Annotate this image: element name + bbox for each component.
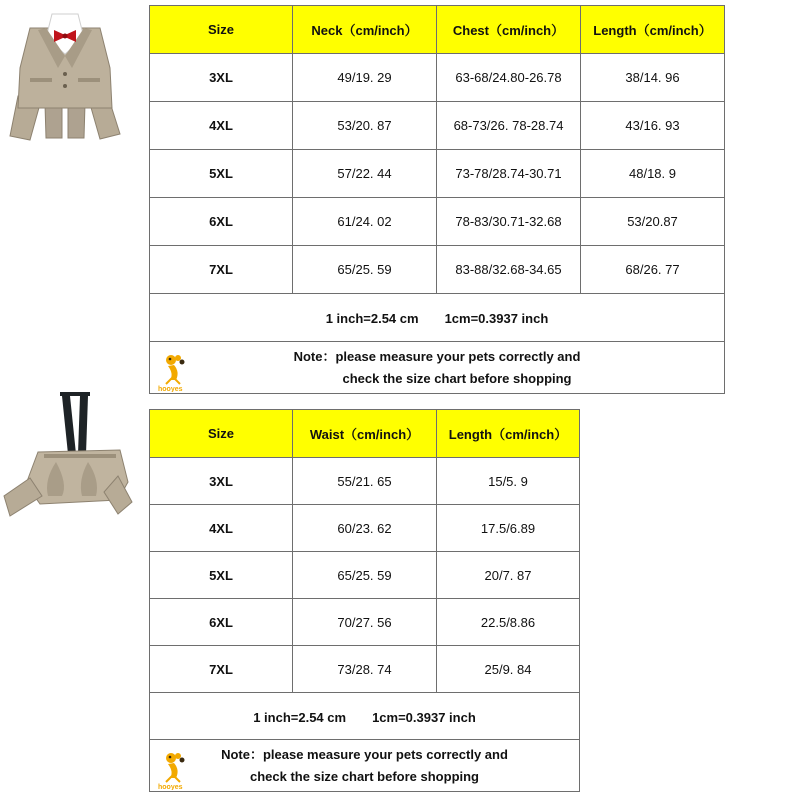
length-cell: 68/26. 77	[581, 246, 725, 294]
unit-conversion-text: 1 inch=2.54 cm 1cm=0.3937 inch	[150, 693, 580, 740]
table-row	[150, 102, 725, 150]
size-cell: 5XL	[150, 552, 293, 599]
length-cell: 22.5/8.86	[437, 599, 580, 646]
neck-cell: 61/24. 02	[293, 198, 437, 246]
pet-suspender-pants-icon	[0, 392, 135, 532]
table-row	[150, 599, 580, 646]
length-cell: 17.5/6.89	[437, 505, 580, 552]
chest-cell: 83-88/32.68-34.65	[437, 246, 581, 294]
table-row	[150, 246, 725, 294]
note-line-1: Note：please measure your pets correctly and	[293, 348, 581, 364]
logo-text: hooyes	[158, 385, 183, 392]
chest-cell: 68-73/26. 78-28.74	[437, 102, 581, 150]
length-cell: 48/18. 9	[581, 150, 725, 198]
size-cell: 5XL	[150, 150, 293, 198]
note-cell	[150, 740, 580, 792]
length-cell: 38/14. 96	[581, 54, 725, 102]
header-row	[150, 410, 580, 458]
header-length: Length（cm/inch）	[437, 410, 580, 458]
length-cell: 15/5. 9	[437, 458, 580, 505]
length-cell: 53/20.87	[581, 198, 725, 246]
size-cell: 4XL	[150, 102, 293, 150]
neck-cell: 65/25. 59	[293, 246, 437, 294]
length-cell: 20/7. 87	[437, 552, 580, 599]
size-cell: 6XL	[150, 198, 293, 246]
size-cell: 6XL	[150, 599, 293, 646]
waist-cell: 73/28. 74	[293, 646, 437, 693]
header-chest: Chest（cm/inch）	[437, 6, 581, 54]
waist-cell: 55/21. 65	[293, 458, 437, 505]
table-row	[150, 198, 725, 246]
unit-conversion-text: 1 inch=2.54 cm 1cm=0.3937 inch	[150, 294, 725, 342]
length-cell: 43/16. 93	[581, 102, 725, 150]
neck-cell: 53/20. 87	[293, 102, 437, 150]
header-size: Size	[150, 410, 293, 458]
waist-cell: 60/23. 62	[293, 505, 437, 552]
note-cell	[150, 342, 725, 394]
note-row	[150, 342, 725, 394]
note-inner	[150, 744, 579, 788]
chest-cell: 78-83/30.71-32.68	[437, 198, 581, 246]
dog-logo-icon	[156, 748, 196, 790]
dog-logo-icon	[156, 350, 196, 392]
size-chart-table-pants	[149, 409, 580, 792]
header-length: Length（cm/inch）	[581, 6, 725, 54]
table-row	[150, 150, 725, 198]
note-row	[150, 740, 580, 792]
table-row	[150, 505, 580, 552]
chest-cell: 63-68/24.80-26.78	[437, 54, 581, 102]
header-waist: Waist（cm/inch）	[293, 410, 437, 458]
note-line-2: check the size chart before shopping	[342, 370, 572, 386]
size-cell: 7XL	[150, 646, 293, 693]
conversion-row	[150, 294, 725, 342]
size-cell: 4XL	[150, 505, 293, 552]
table-row	[150, 54, 725, 102]
chest-cell: 73-78/28.74-30.71	[437, 150, 581, 198]
length-cell: 25/9. 84	[437, 646, 580, 693]
size-cell: 7XL	[150, 246, 293, 294]
table-row	[150, 646, 580, 693]
neck-cell: 49/19. 29	[293, 54, 437, 102]
note-line-2: check the size chart before shopping	[250, 768, 479, 784]
logo-text: hooyes	[158, 783, 183, 790]
table-row	[150, 458, 580, 505]
note-inner	[150, 346, 724, 390]
neck-cell: 57/22. 44	[293, 150, 437, 198]
table-row	[150, 552, 580, 599]
waist-cell: 70/27. 56	[293, 599, 437, 646]
header-row	[150, 6, 725, 54]
note-line-1: Note：please measure your pets correctly and	[221, 746, 508, 762]
size-cell: 3XL	[150, 458, 293, 505]
conversion-row	[150, 693, 580, 740]
header-neck: Neck（cm/inch）	[293, 6, 437, 54]
size-cell: 3XL	[150, 54, 293, 102]
waist-cell: 65/25. 59	[293, 552, 437, 599]
header-size: Size	[150, 6, 293, 54]
pet-suit-jumpsuit-icon	[0, 8, 130, 143]
size-chart-table-suit	[149, 5, 725, 394]
